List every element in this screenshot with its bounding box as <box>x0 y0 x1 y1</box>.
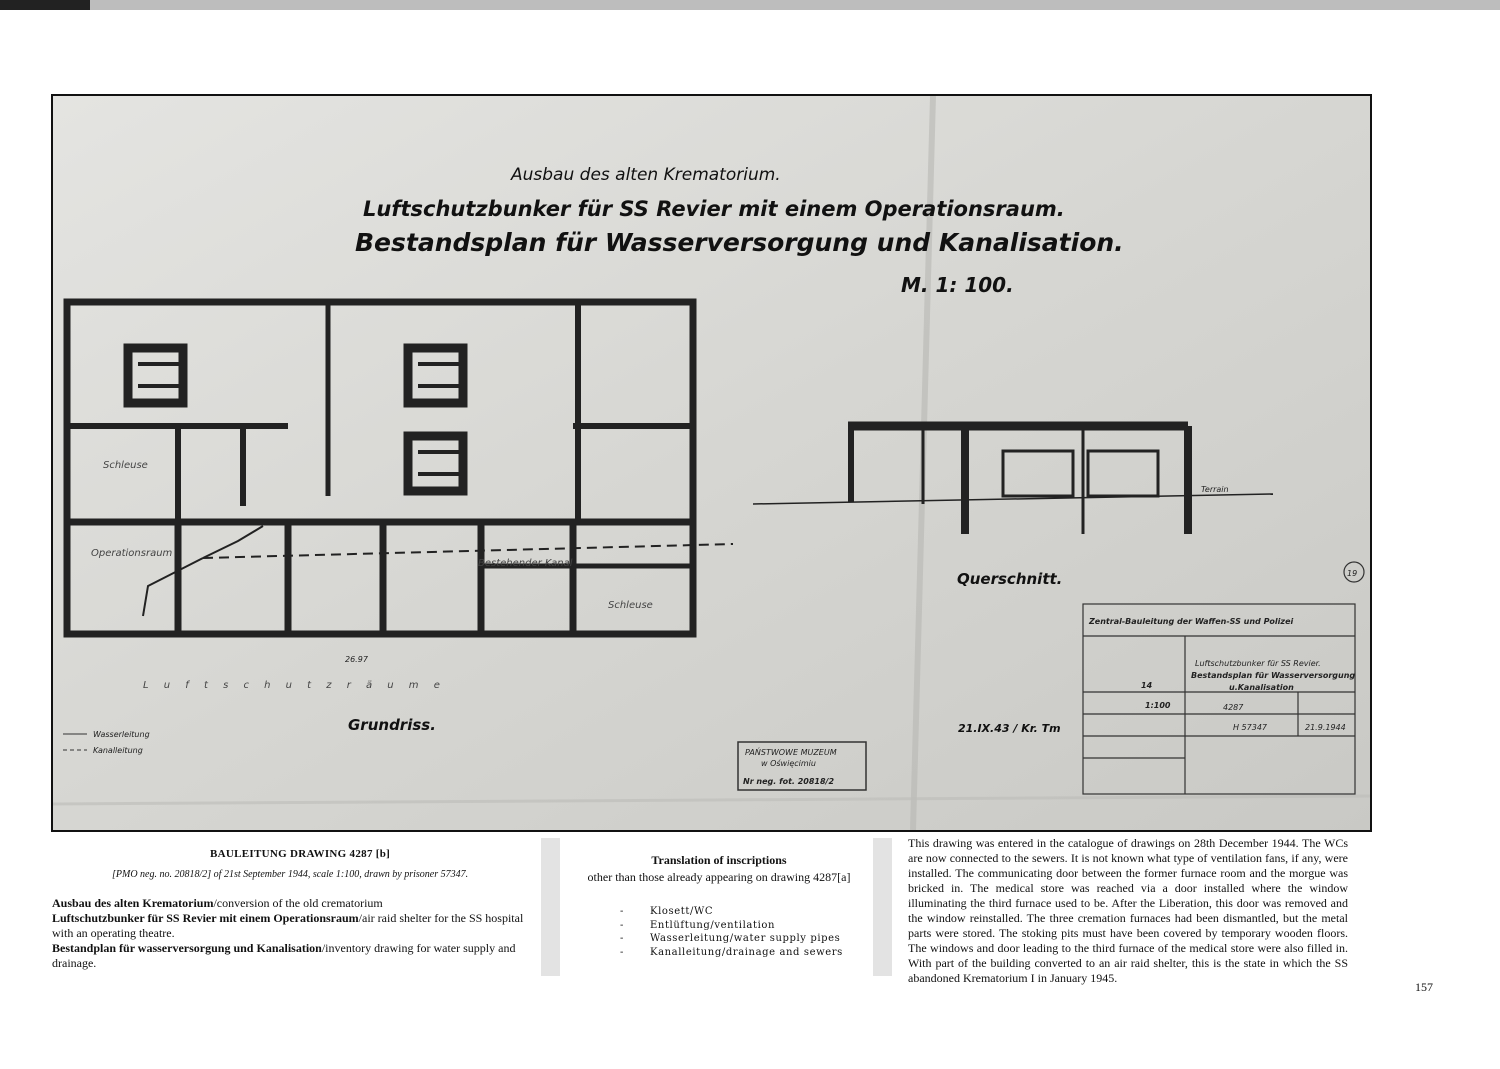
translation-list <box>620 905 843 959</box>
titleblock-desc-3: u.Kanalisation <box>1229 683 1294 692</box>
stamp-line-1: PAŃSTWOWE MUZEUM <box>745 748 837 757</box>
label-grundriss: Grundriss. <box>348 716 436 734</box>
top-scan-strip <box>0 0 1500 10</box>
titleblock-scale: 1:100 <box>1145 701 1171 710</box>
caption-term-1: Ausbau des alten Krematorium <box>52 896 214 910</box>
titleblock-header: Zentral-Bauleitung der Waffen-SS und Polizei <box>1089 617 1294 626</box>
titleblock-count: 14 <box>1141 681 1153 690</box>
stamp-line-2: w Oświęcimiu <box>761 759 816 768</box>
titleblock-desc-1: Luftschutzbunker für SS Revier. <box>1195 659 1321 668</box>
translation-heading: Translation of inscriptions <box>651 853 787 867</box>
column-separator-1 <box>541 838 560 976</box>
drawing-scale: M. 1: 100. <box>901 273 1014 297</box>
caption-gloss-2: /air raid shelter for the SS hospital with an operating theatre. <box>52 911 524 940</box>
drawing-svg <box>53 96 1370 830</box>
signature: 21.IX.43 / Kr. Tm <box>958 722 1061 735</box>
plate-number: 19 <box>1347 569 1358 578</box>
titleblock-date: 21.9.1944 <box>1305 723 1346 732</box>
translation-item: - Kanalleitung/drainage and sewers <box>620 946 843 960</box>
drawing-title-2: Luftschutzbunker für SS Revier mit einem Operationsraum. <box>363 197 1065 221</box>
label-kanal: Bestehender Kanal <box>478 558 573 569</box>
label-operationsraum: Operationsraum <box>91 548 173 559</box>
label-querschnitt: Querschnitt. <box>957 570 1063 588</box>
page-number: 157 <box>1415 980 1433 994</box>
titleblock-prisoner: H 57347 <box>1233 723 1268 732</box>
titleblock-number: 4287 <box>1223 703 1244 712</box>
label-terrain: Terrain <box>1201 485 1229 494</box>
caption-gloss-3: /inventory drawing for water supply and drainage. <box>52 941 516 970</box>
caption-line-3 <box>52 941 532 971</box>
caption-body <box>52 896 532 971</box>
caption-gloss-1: /conversion of the old crematorium <box>213 896 383 910</box>
label-luftschutzraume: L u f t s c h u t z r ä u m e <box>143 680 446 691</box>
scan-edge-dark <box>0 0 90 10</box>
caption-heading: BAULEITUNG DRAWING 4287 [b] <box>210 848 391 860</box>
drawing-plate <box>51 94 1372 832</box>
legend-wasser: Wasserleitung <box>93 730 150 739</box>
dim-total: 26.97 <box>345 655 368 664</box>
caption-term-2: Luftschutzbunker für SS Revier mit einem Operationsraum <box>52 911 359 925</box>
drawing-title-3: Bestandsplan für Wasserversorgung und Kanalisation. <box>355 228 1124 257</box>
drawing-title-1: Ausbau des alten Krematorium. <box>511 165 781 185</box>
description-text: This drawing was entered in the catalogue of drawings on 28th December 1944. The WCs are now connected to the sewers. It is not known what type of ventilation fans, if any, were installed. The communicating door between the former furnace room and the morgue was bricked in. The medical store was reached via a door installed where the window illuminating the third furnace used to be. After the Liberation, this door was removed and the window reinstalled. The three cremation furnaces had been dismantled, but the metal parts were stored. The stoking pits must have been covered by temporary wooden floors. The windows and door leading to the third furnace of the medical store were also filled in. With part of the building converted to an air raid shelter, this is the state in which the SS abandoned Krematorium I in January 1945. <box>908 836 1348 985</box>
legend-kanal: Kanalleitung <box>93 746 143 755</box>
translation-item: - Entlüftung/ventilation <box>620 919 843 933</box>
translation-item: - Klosett/WC <box>620 905 843 919</box>
label-schleuse-2: Schleuse <box>608 600 653 611</box>
titleblock-desc-2: Bestandsplan für Wasserversorgung <box>1191 671 1356 680</box>
caption-term-3: Bestandplan für wasserversorgung und Kanalisation <box>52 941 322 955</box>
translation-item: - Wasserleitung/water supply pipes <box>620 932 843 946</box>
caption-line-2 <box>52 911 532 941</box>
translation-subline: other than those already appearing on drawing 4287[a] <box>587 870 851 884</box>
label-schleuse-1: Schleuse <box>103 460 148 471</box>
caption-line-1 <box>52 896 532 911</box>
caption-subline: [PMO neg. no. 20818/2] of 21st September 1944, scale 1:100, drawn by prisoner 57347. <box>112 869 469 880</box>
stamp-line-3: Nr neg. fot. 20818/2 <box>743 777 835 786</box>
